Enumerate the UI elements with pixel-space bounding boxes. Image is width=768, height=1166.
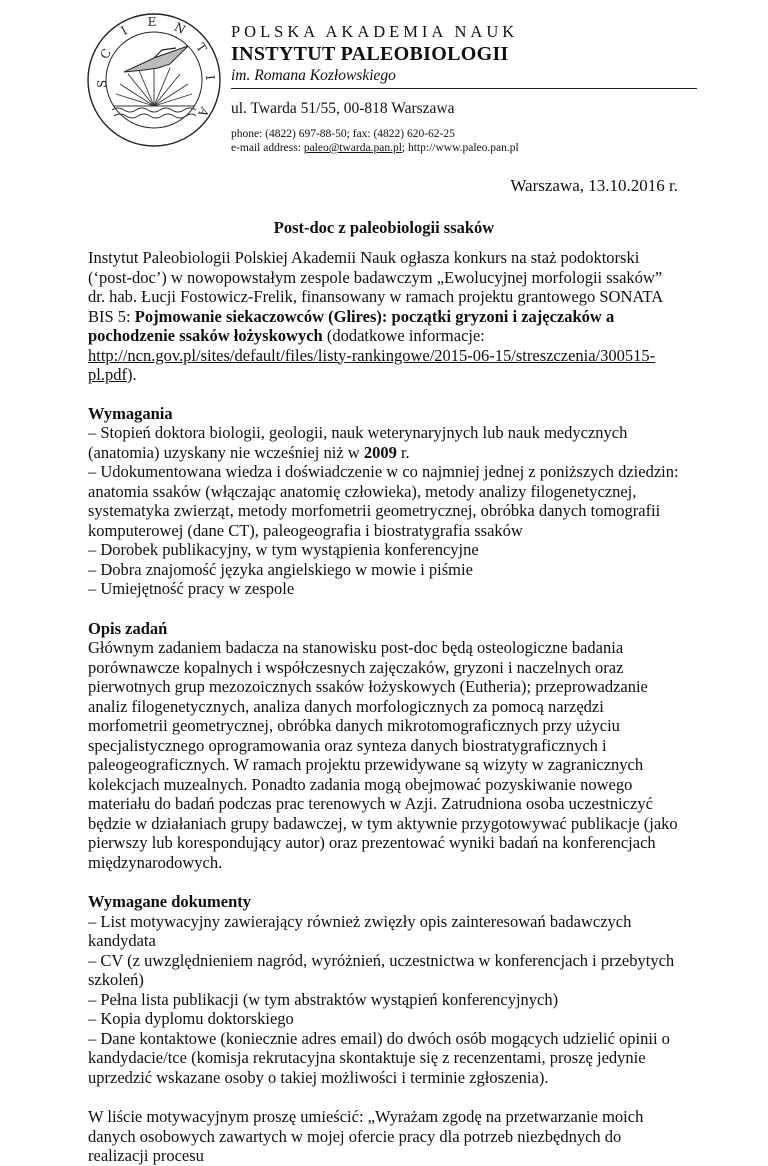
documents-heading: Wymagane dokumenty <box>88 892 252 911</box>
svg-text:C: C <box>97 46 114 62</box>
requirement-item: – Dorobek publikacyjny, w tym wystąpienia konferencyjne <box>88 540 479 559</box>
email-label: e-mail address: <box>231 142 304 154</box>
institute-patron: im. Romana Kozłowskiego <box>231 67 396 84</box>
project-info-link[interactable]: http://ncn.gov.pl/sites/default/files/listy-rankingowe/2015-06-15/streszczenia/300515-pl.pdf <box>88 345 656 384</box>
svg-text:N: N <box>171 19 188 38</box>
svg-text:I: I <box>202 74 218 81</box>
tasks-paragraph: Głównym zadaniem badacza na stanowisku post-doc będą osteologiczne badania porównawcze kopalnych i współczesnych zajęczaków, gryzoni i naczelnych oraz pierwotnych grup mezozoicznych ssaków łożyskowych (Eutheria); przeprowadzanie analiz filogenetycznych, analiza danych morfologicznych za pomocą narzędzi morfometrii geometrycznej, obróbka danych mikrotomograficznych przy użyciu specjalistycznego oprogramowania oraz synteza danych biostratygraficznych i paleogeograficznych. W ramach projektu przewidywane są wizyty w zagranicznych kolekcjach muzealnych. Ponadto zadania mogą obejmować pozyskiwanie nowego materiału do badań podczas prac terenowych w Azji. Zatrudniona osoba uczestniczyć będzie w działaniach grupy badawczej, w tym aktywnie przygotowywać publikacje (jako pierwszy lub korespondujący autor) oraz prezentować wyniki badań na konferencjach międzynarodowych. <box>88 638 678 872</box>
intro-text-2: (dodatkowe informacje: <box>322 326 485 345</box>
project-title: Pojmowanie siekaczowców (Glires): początki gryzoni i zajęczaków a pochodzenie ssaków łożyskowych <box>88 306 615 345</box>
tasks-heading: Opis zadań <box>88 618 168 638</box>
svg-text:I: I <box>118 23 130 38</box>
svg-text:S: S <box>94 79 110 89</box>
document-body <box>88 248 680 1166</box>
requirement-degree-text: – Stopień doktora biologii, geologii, nauk weterynaryjnych lub nauk medycznych (anatomia) uzyskany nie wcześniej niż w <box>88 423 628 462</box>
email-link[interactable]: paleo@twarda.pan.pl <box>303 142 402 154</box>
website-link[interactable]: http://www.paleo.pan.pl <box>407 142 519 154</box>
requirement-degree-end: r. <box>396 442 410 462</box>
requirements-heading: Wymagania <box>88 403 173 423</box>
svg-text:T: T <box>193 40 210 56</box>
letterhead <box>231 22 701 155</box>
requirement-item: – Dobra znajomość języka angielskiego w mowie i piśmie <box>88 559 473 579</box>
document-item: – Pełna lista publikacji (w tym abstraktów wystąpień konferencyjnych) <box>88 989 559 1009</box>
document-item: – Kopia dyplomu doktorskiego <box>88 1009 294 1028</box>
document-item: – CV (z uwzględnieniem nagród, wyróżnień, uczestnictwa w konferencjach i przebytych szkoleń) <box>88 950 675 989</box>
document-item: – Dane kontaktowe (koniecznie adres email) do dwóch osób mogących udzielić opinii o kandydacie/tce (komisja rekrutacyjna skontaktuje się z recenzentami, proszę jedynie uprzedzić wskazane osoby o takiej możliwości i terminie zgłoszenia). <box>88 1028 670 1087</box>
intro-text: Instytut Paleobiologii Polskiej Akademii Nauk ogłasza konkurs na staż podoktorski (‘post-doc’) w nowopowstałym zespole badawczym „Ewolucyjnej morfologii ssaków” dr. hab. Łucji Fostowicz-Frelik, finansowany w ramach projektu grantowego SONATA BIS 5: <box>88 248 663 326</box>
document-item: – List motywacyjny zawierający również zwięzły opis zainteresowań badawczych kandydata <box>88 911 632 950</box>
requirement-item <box>88 423 680 462</box>
intro-text-3: ). <box>126 365 137 384</box>
requirement-item: – Umiejętność pracy w zespole <box>88 579 295 598</box>
institute-phone-fax: phone: (4822) 697-88-50; fax: (4822) 620-62-25 <box>231 128 455 140</box>
institute-seal-logo <box>84 10 224 150</box>
institute-contact-line <box>231 141 701 155</box>
svg-text:A: A <box>195 104 212 119</box>
intro-paragraph <box>88 248 680 385</box>
letterhead-divider <box>231 88 697 89</box>
website-separator: ; <box>401 142 408 154</box>
document-title: Post-doc z paleobiologii ssaków <box>273 218 495 237</box>
institute-name: INSTYTUT PALEOBIOLOGII <box>231 43 509 65</box>
closing-paragraph: W liście motywacyjnym proszę umieścić: „Wyrażam zgodę na przetwarzanie moich danych osobowych zawartych w mojej ofercie pracy dla potrzeb niezbędnych do realizacji procesu <box>88 1107 644 1165</box>
academy-name: POLSKA AKADEMIA NAUK <box>231 22 519 41</box>
institute-address: ul. Twarda 51/55, 00-818 Warszawa <box>231 100 455 117</box>
svg-text:E: E <box>147 15 157 29</box>
requirement-item: – Udokumentowana wiedza i doświadczenie w co najmniej jednej z poniższych dziedzin: anatomia ssaków (włączając anatomię człowieka), metody analizy filogenetycznej, systematyka zwierząt, metody morfometrii geometrycznej, obróbka danych tomografii komputerowej (dane CT), paleogeografia i biostratygrafia ssaków <box>88 462 679 540</box>
document-date: Warszawa, 13.10.2016 r. <box>510 176 678 195</box>
requirement-degree-year: 2009 <box>363 442 397 462</box>
